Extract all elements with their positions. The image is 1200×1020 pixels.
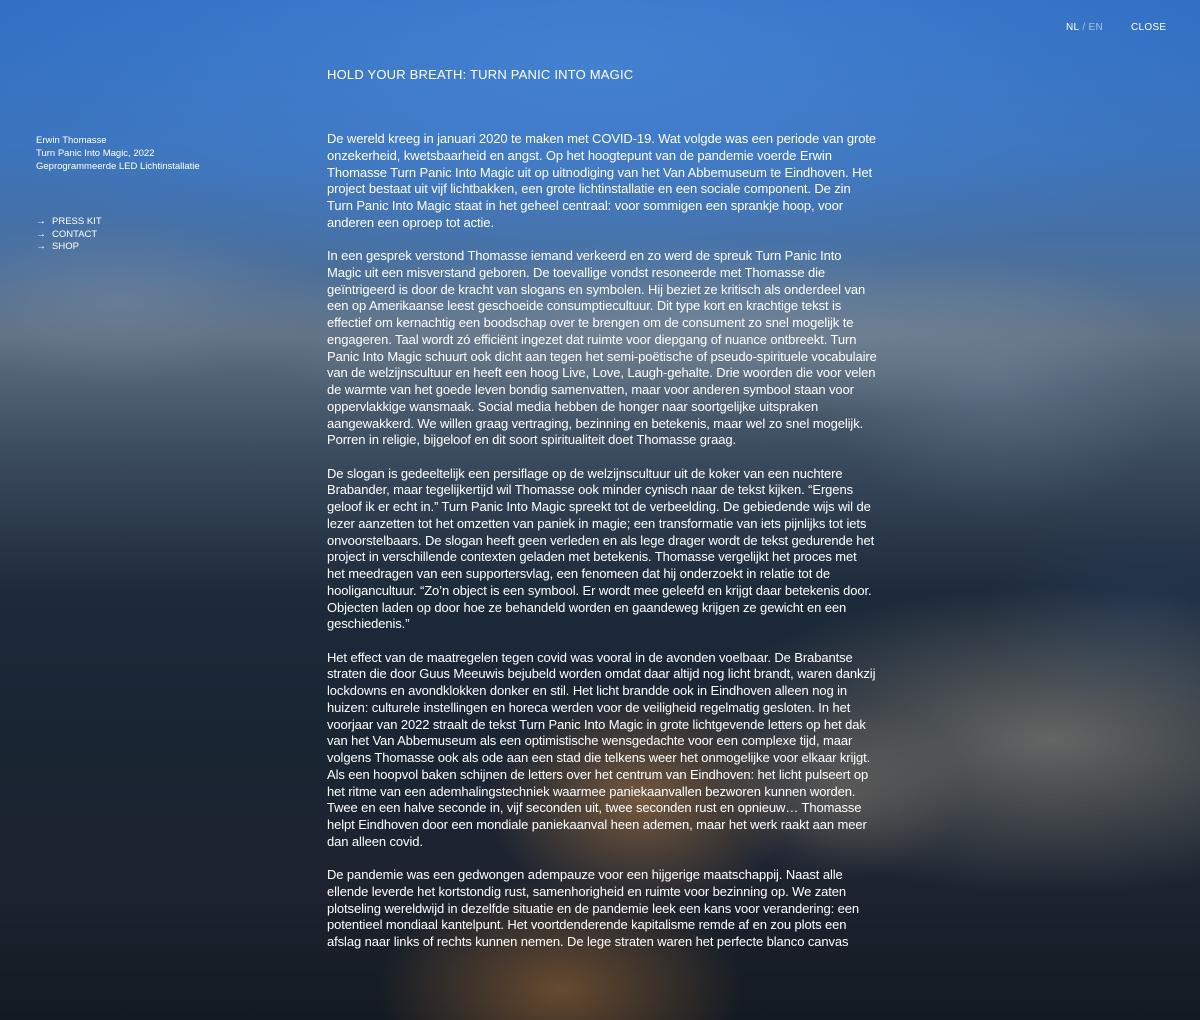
paragraph: De wereld kreeg in januari 2020 te maken met COVID-19. Wat volgde was een periode van grote onzekerheid, kwetsbaarheid en angst. Op het hoogtepunt van de pandemie voerde Erwin Thomasse Turn Panic Into Magic uit op uitnodiging van het Van Abbemuseum te Eindhoven. Het project bestaat uit vijf lichtbakken, een grote lichtinstallatie en een sociale component. De zin Turn Panic Into Magic staat in het geheel centraal: voor sommigen een sprankje hoop, voor anderen een oproep tot actie. xyxy=(327,131,876,230)
paragraph: De slogan is gedeeltelijk een persiflage op de welzijnscultuur uit de koker van een nuchtere Brabander, maar tegelijkertijd wil Thomasse ook minder cynisch naar de tekst kijken. “Ergens geloof ik er echt in.” Turn Panic Into Magic spreekt tot de verbeelding. De gebiedende wijs wil de lezer aanzetten tot het omzetten van paniek in magie; een transformatie van iets pijnlijks tot iets onvoorstelbaars. De slogan heeft geen verleden en als lege drager wordt de tekst gedurende het project in verschillende contexten geladen met betekenis. Thomasse vergelijkt het proces met het meedragen van een supportersvlag, een fenomeen dat hij onderzoekt in relatie tot de hooligancultuur. “Zo’n object is een symbool. Er wordt mee geleefd en krijgt daar betekenis door. Objecten laden op door hoe ze behandeld worden en gaandeweg krijgen ze gewicht en een geschiedenis.” xyxy=(327,465,875,632)
press-kit-link[interactable] xyxy=(36,216,102,229)
press-kit-label: PRESS KIT xyxy=(52,216,102,227)
language-switcher xyxy=(1066,22,1103,33)
shop-link[interactable] xyxy=(36,241,102,254)
artwork-medium: Geprogrammeerde LED Lichtinstallatie xyxy=(36,161,200,172)
contact-link[interactable] xyxy=(36,229,102,242)
lang-en-link[interactable]: EN xyxy=(1088,22,1103,33)
artwork-title: Turn Panic Into Magic, 2022 xyxy=(36,148,155,159)
paragraph: De pandemie was een gedwongen adempauze voor een hijgerige maatschappij. Naast alle ellende leverde het kortstondig rust, samenhorigheid en ruimte voor bezinning op. We zaten plotseling wereldwijd in dezelfde situatie en de pandemie leek een kans voor verandering: een potentieel mondiaal kantelpunt. Het voortdenderende kapitalisme remde af en zou plots een afslag naar links of rechts kunnen nemen. De lege straten waren het perfecte blanco canvas xyxy=(327,867,859,949)
arrow-right-icon: → xyxy=(36,216,46,227)
paragraph: In een gesprek verstond Thomasse iemand verkeerd en zo werd de spreuk Turn Panic Into Magic uit een misverstand geboren. De toevallige vondst resoneerde met Thomasse die geïntrigeerd is door de kracht van slogans en symbolen. Hij beziet ze kritisch als onderdeel van een op Amerikaanse leest geschoeide consumptiecultuur. Dit type kort en krachtige tekst is effectief om kernachtig een boodschap over te brengen om de consument zo snel mogelijk te engageren. Taal wordt zó efficiënt ingezet dat ruimte voor diepgang of nuance ontbreekt. Turn Panic Into Magic schuurt ook dicht aan tegen het semi-poëtische of pseudo-spirituele vocabulaire van de welzijnscultuur en heeft een hoog Live, Love, Laugh-gehalte. Drie woorden die voor velen de warmte van het goede leven bondig samenvatten, maar voor anderen symbool staan voor oppervlakkige wansmaak. Social media hebben de honger naar soortgelijke uitspraken aangewakkerd. We willen graag vertraging, bezinning en betekenis, maar wel zo snel mogelijk. Porren in religie, bijgeloof en dit soort spiritualiteit doet Thomasse graag. xyxy=(327,248,877,448)
arrow-right-icon: → xyxy=(36,241,46,252)
artist-name: Erwin Thomasse xyxy=(36,135,107,146)
contact-label: CONTACT xyxy=(52,228,98,240)
arrow-right-icon: → xyxy=(36,228,46,240)
side-links xyxy=(36,216,102,254)
close-button[interactable]: CLOSE xyxy=(1131,22,1167,33)
artwork-meta xyxy=(36,134,200,173)
lang-separator: / xyxy=(1082,22,1086,33)
article-body xyxy=(327,131,877,967)
lang-nl-link[interactable]: NL xyxy=(1066,22,1080,33)
paragraph: Het effect van de maatregelen tegen covid was vooral in de avonden voelbaar. De Brabantse straten die door Guus Meeuwis bejubeld worden omdat daar altijd nog licht brandt, waren dankzij lockdowns en avondklokken donker en stil. Het licht brandde ook in Eindhoven alleen nog in huizen: culturele instellingen en horeca werden voor de veiligheid regelmatig gesloten. In het voorjaar van 2022 straalt de tekst Turn Panic Into Magic in grote lichtgevende letters op het dak van het Van Abbemuseum als een optimistische wensgedachte voor een complexe tijd, maar volgens Thomasse ook als ode aan een stad die telkens weer het onmogelijke voor elkaar krijgt. Als een hoopvol baken schijnen de letters over het centrum van Eindhoven: het licht pulseert op het ritme van een ademhalingstechniek waarmee paniekaanvallen bezworen kunnen worden. Twee en een halve seconde in, vijf seconden uit, twee seconden rust en opnieuw… Thomasse helpt Eindhoven door een mondiale paniekaanval heen ademen, maar het werk raakt aan meer dan alleen covid. xyxy=(327,649,876,849)
page-title: HOLD YOUR BREATH: TURN PANIC INTO MAGIC xyxy=(327,67,634,82)
shop-label: SHOP xyxy=(52,241,79,252)
